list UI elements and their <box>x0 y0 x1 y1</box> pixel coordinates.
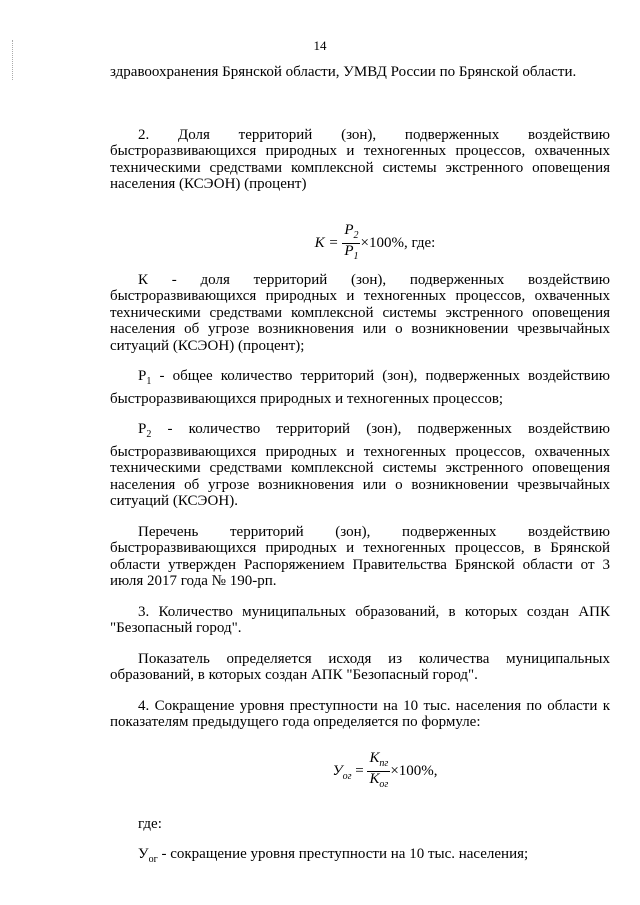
formula-u-lhs-sub: ог <box>342 770 352 782</box>
formula-k-den: P <box>344 242 354 259</box>
item-3: 3. Количество муниципальных образований, в которых создан АПК "Безопасный город". <box>110 603 610 636</box>
formula-u-rhs: ×100%, <box>390 762 438 779</box>
indicator-paragraph: Показатель определяется исходя из количества муниципальных образований, в которых создан АПК "Безопасный город". <box>110 650 610 683</box>
p1-text: - общее количество территорий (зон), подверженных воздействию быстроразвивающихся природных и техногенных процессов; <box>110 368 610 407</box>
document-body <box>110 64 610 869</box>
item-4: 4. Сокращение уровня преступности на 10 тыс. населения по области к показателям предыдущего года определяется по формуле: <box>110 697 610 730</box>
definition-p2 <box>110 421 610 510</box>
formula-k <box>140 223 610 264</box>
formula-k-num-sub: 2 <box>353 229 359 241</box>
list-paragraph: Перечень территорий (зон), подверженных воздействию быстроразвивающихся природных и техногенных процессов, в Брянской области утвержден Распоряжением Правительства Брянской области от 3 июля 2017 года № 190-рп. <box>110 523 610 589</box>
p2-text: - количество территорий (зон), подверженных воздействию быстроразвивающихся природных и техногенных процессов, охваченных техническими средствами комплексной системы экстренного оповещения населения об угрозе возникновения или о возникновении чрезвычайных ситуаций (КСЭОН). <box>110 421 610 509</box>
paragraph-intro: здравоохранения Брянской области, УМВД России по Брянской области. <box>110 64 577 80</box>
formula-u <box>160 751 610 792</box>
formula-k-den-sub: 1 <box>353 250 359 262</box>
formula-k-num: P <box>344 221 354 238</box>
page-number: 14 <box>313 38 327 53</box>
p1-sub: 1 <box>146 376 152 387</box>
definition-p1 <box>110 368 610 407</box>
formula-k-rhs: ×100%, где: <box>360 234 436 251</box>
formula-u-den-sub: ог <box>379 778 389 790</box>
u-text: - сокращение уровня преступности на 10 тыс. населения; <box>157 846 529 862</box>
p2-sub: 2 <box>146 429 152 440</box>
formula-u-den: К <box>369 770 380 787</box>
formula-u-num: К <box>369 749 380 766</box>
formula-u-eq: = <box>351 762 364 779</box>
p2-label: Р <box>138 421 147 437</box>
where-label: где: <box>138 815 162 832</box>
formula-u-num-sub: пг <box>379 757 389 769</box>
formula-k-lhs: K = <box>314 234 339 251</box>
formula-u-fraction <box>367 751 390 792</box>
item-2: 2. Доля территорий (зон), подверженных воздействию быстроразвивающихся природных и техногенных процессов, охваченных техническими средствами комплексной системы экстренного оповещения населения (КСЭОН) (процент) <box>110 126 610 192</box>
u-label: У <box>138 846 149 862</box>
p1-label: Р <box>138 368 147 384</box>
definition-k: К - доля территорий (зон), подверженных воздействию быстроразвивающихся природных и техногенных процессов, охваченных техническими средствами комплексной системы экстренного оповещения населения об угрозе возникновения или о возникновении чрезвычайных ситуаций (КСЭОН) (процент); <box>110 271 610 354</box>
formula-k-fraction <box>342 223 360 264</box>
definition-u <box>110 846 610 869</box>
u-sub: ог <box>148 854 158 865</box>
formula-u-lhs: У <box>332 762 343 779</box>
